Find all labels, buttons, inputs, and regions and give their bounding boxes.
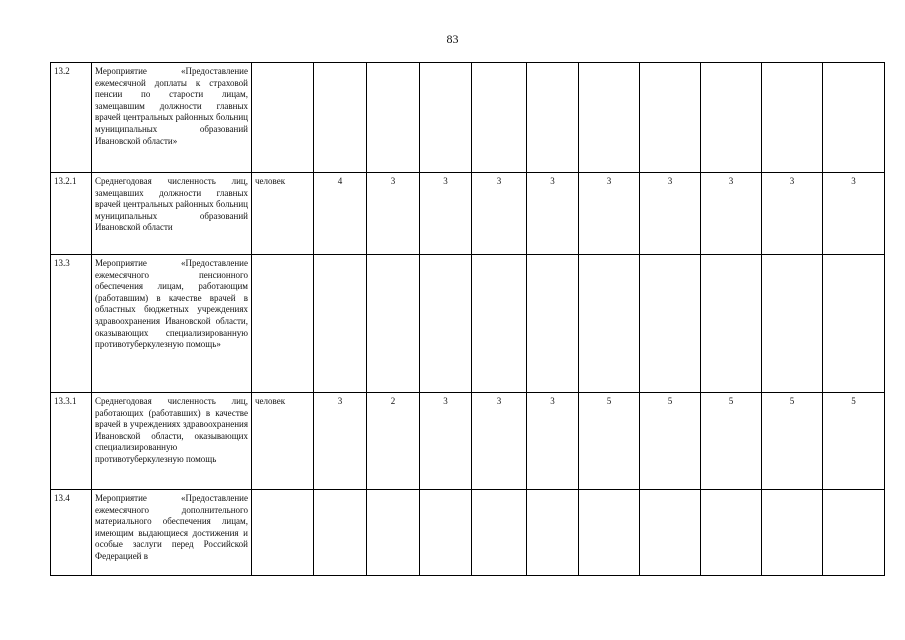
value-cell: 5 <box>701 393 762 490</box>
value-cell <box>420 63 472 173</box>
value-cell <box>823 490 885 576</box>
value-cell: 3 <box>579 173 640 255</box>
value-cell: 2 <box>367 393 420 490</box>
value-cell: 5 <box>640 393 701 490</box>
value-cell <box>701 255 762 393</box>
row-number: 13.3 <box>51 255 92 393</box>
value-cell <box>823 63 885 173</box>
value-cell: 3 <box>762 173 823 255</box>
value-cell: 3 <box>420 173 472 255</box>
value-cell <box>472 63 527 173</box>
value-cell: 3 <box>420 393 472 490</box>
row-description: Среднегодовая численность лиц, замещавших должности главных врачей центральных районных больниц муниципальных образований Ивановской области <box>92 173 252 255</box>
value-cell <box>314 490 367 576</box>
row-description: Мероприятие «Предоставление ежемесячной доплаты к страховой пенсии по старости лицам, замещавшим должности главных врачей центральных районных больниц муниципальных образований Ивановской области» <box>92 63 252 173</box>
value-cell: 3 <box>527 393 579 490</box>
value-cell <box>527 255 579 393</box>
row-number: 13.2 <box>51 63 92 173</box>
row-description: Мероприятие «Предоставление ежемесячного пенсионного обеспечения лицам, работающим (работавшим) в качестве врачей в областных бюджетных учреждениях здравоохранения Ивановской области, оказывающих специализированную противотуберкулезную помощь» <box>92 255 252 393</box>
value-cell <box>579 490 640 576</box>
row-number: 13.2.1 <box>51 173 92 255</box>
value-cell: 5 <box>823 393 885 490</box>
value-cell: 3 <box>823 173 885 255</box>
value-cell <box>701 63 762 173</box>
indicators-table <box>50 62 885 576</box>
value-cell <box>472 255 527 393</box>
value-cell: 3 <box>701 173 762 255</box>
value-cell <box>314 63 367 173</box>
value-cell <box>762 255 823 393</box>
value-cell <box>579 63 640 173</box>
row-description: Среднегодовая численность лиц, работающих (работавших) в качестве врачей в учреждениях здравоохранения Ивановской области, оказывающих специализированную противотуберкулезную помощь <box>92 393 252 490</box>
value-cell <box>579 255 640 393</box>
page-number: 83 <box>446 32 459 46</box>
value-cell <box>640 490 701 576</box>
table-row <box>51 63 885 173</box>
row-unit <box>252 490 314 576</box>
value-cell <box>420 255 472 393</box>
value-cell: 5 <box>762 393 823 490</box>
value-cell: 3 <box>314 393 367 490</box>
value-cell <box>367 63 420 173</box>
table-row <box>51 255 885 393</box>
row-unit <box>252 63 314 173</box>
value-cell <box>367 255 420 393</box>
value-cell <box>762 63 823 173</box>
value-cell <box>640 255 701 393</box>
value-cell <box>314 255 367 393</box>
value-cell: 4 <box>314 173 367 255</box>
value-cell: 3 <box>527 173 579 255</box>
value-cell: 5 <box>579 393 640 490</box>
value-cell <box>823 255 885 393</box>
value-cell <box>762 490 823 576</box>
value-cell: 3 <box>367 173 420 255</box>
row-unit: человек <box>252 393 314 490</box>
value-cell <box>527 490 579 576</box>
row-unit: человек <box>252 173 314 255</box>
table-row <box>51 490 885 576</box>
value-cell <box>367 490 420 576</box>
value-cell <box>472 490 527 576</box>
value-cell <box>701 490 762 576</box>
row-number: 13.4 <box>51 490 92 576</box>
row-unit <box>252 255 314 393</box>
value-cell <box>640 63 701 173</box>
row-description: Мероприятие «Предоставление ежемесячного дополнительного материального обеспечения лицам, имеющим выдающиеся достижения и особые заслуги перед Российской Федерацией в <box>92 490 252 576</box>
value-cell: 3 <box>472 393 527 490</box>
table-row <box>51 173 885 255</box>
row-number: 13.3.1 <box>51 393 92 490</box>
value-cell <box>527 63 579 173</box>
table-row <box>51 393 885 490</box>
value-cell: 3 <box>472 173 527 255</box>
value-cell: 3 <box>640 173 701 255</box>
value-cell <box>420 490 472 576</box>
